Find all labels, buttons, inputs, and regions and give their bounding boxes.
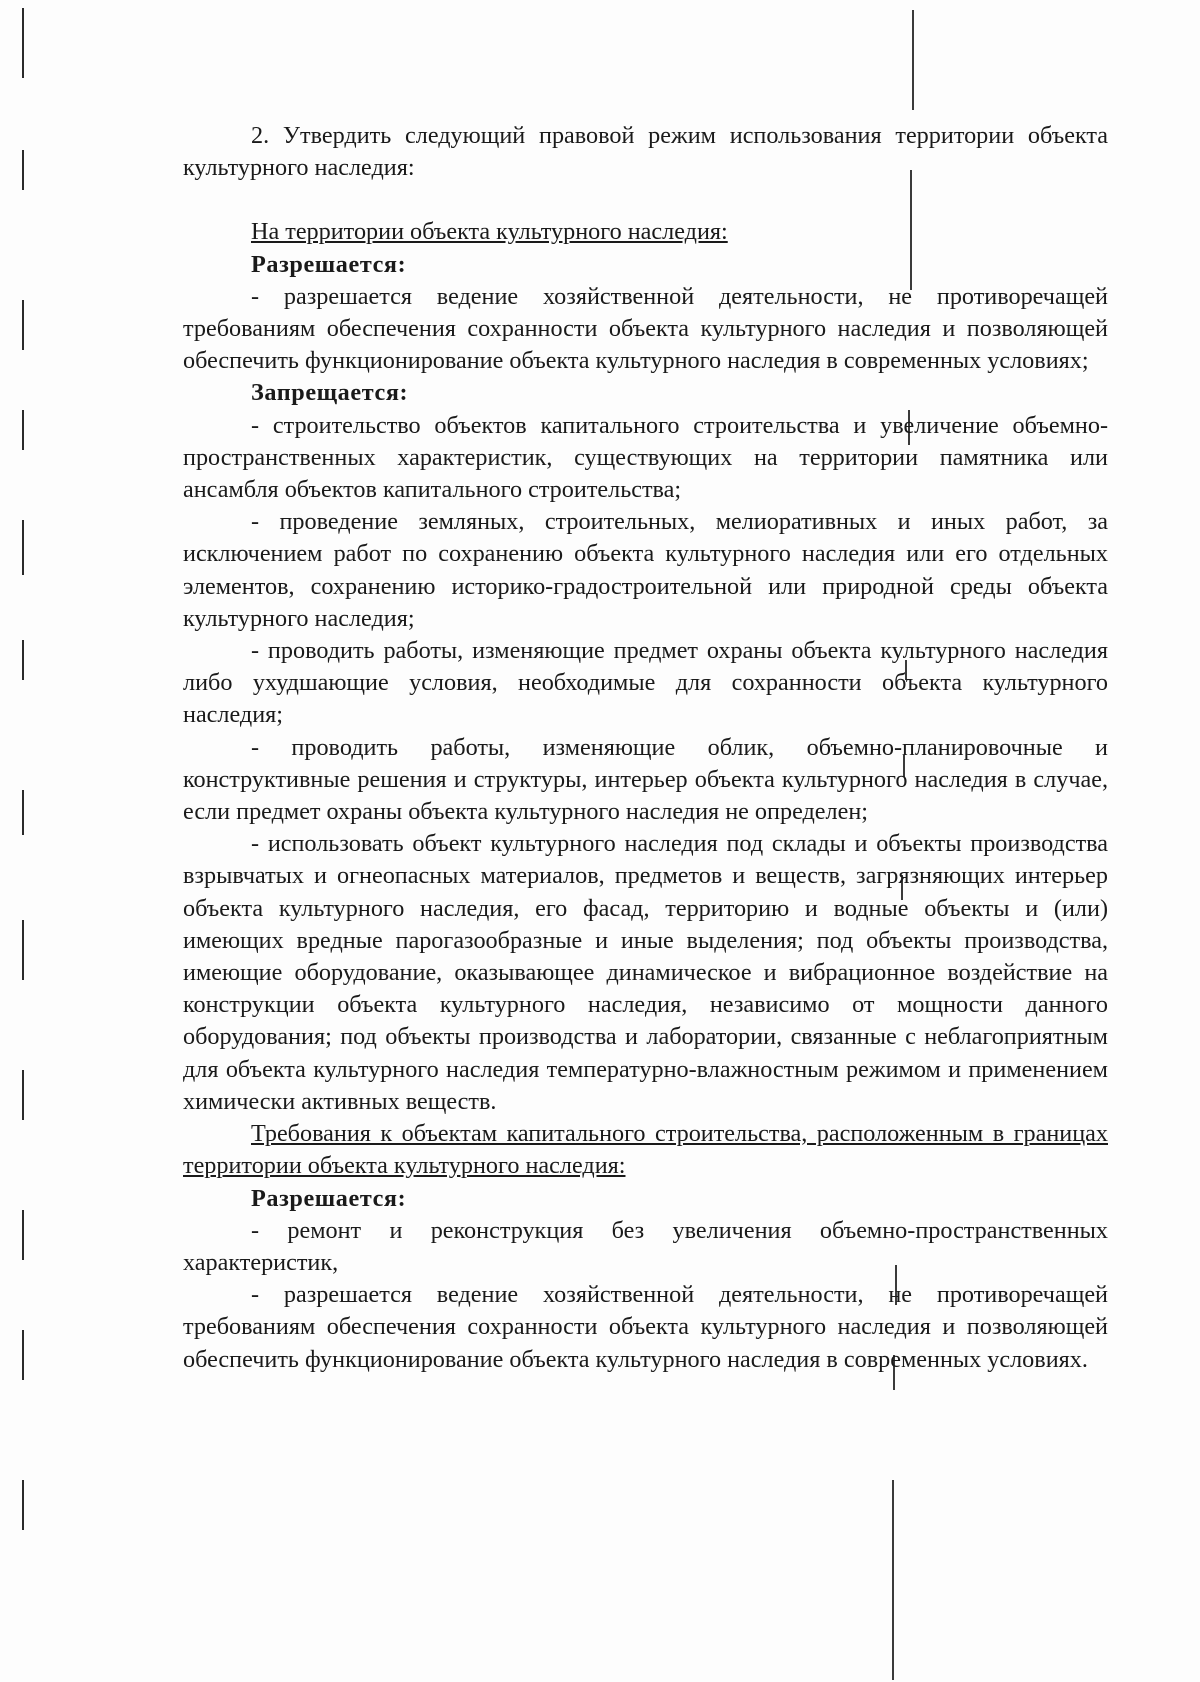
scan-edge-mark [22,410,24,450]
allowed-label: Разрешается: [251,1184,407,1212]
scan-edge-mark [22,790,24,835]
section-heading-territory: На территории объекта культурного наследия: [251,218,728,246]
scan-line [912,10,914,110]
forbidden-item: - проводить работы, изменяющие облик, объемно-планировочные и конструктивные решения и структуры, интерьер объекта культурного наследия в случае, если предмет охраны объекта культурного наследия не определен; [183,733,1108,826]
allowed-label: Разрешается: [251,250,407,278]
forbidden-item: - использовать объект культурного наследия под склады и объекты производства взрывчатых и огнеопасных материалов, предметов и веществ, загрязняющих интерьер объекта культурного наследия, его фасад, территорию и водные объекты и (или) имеющих вредные парогазообразные и иные выделения; под объекты производства, имеющие оборудование, оказывающее динамическое и вибрационное воздействие на конструкции объекта культурного наследия, независимо от мощности данного оборудования; под объекты производства и лаборатории, связанные с неблагоприятным для объекта культурного наследия температурно-влажностным режимом и применением химически активных веществ. [183,830,1108,1115]
section-heading-requirements: Требования к объектам капитального строительства, расположенным в границах территории объекта культурного наследия: [183,1120,1108,1180]
blank-line [183,184,1108,216]
scan-edge-mark [22,1480,24,1530]
allowed-item: - ремонт и реконструкция без увеличения объемно-пространственных характеристик, [183,1216,1108,1276]
forbidden-item: - строительство объектов капитального строительства и увеличение объемно-пространственных характеристик, существующих на территории памятника или ансамбля объектов капитального строительства; [183,411,1108,504]
forbidden-item: - проведение земляных, строительных, мелиоративных и иных работ, за исключением работ по сохранению объекта культурного наследия или его отдельных элементов, сохранению историко-градостроительной или природной среды объекта культурного наследия; [183,508,1108,632]
scan-edge-mark [22,1330,24,1380]
scan-edge-mark [22,1210,24,1260]
scan-edge-mark [22,920,24,980]
scan-edge-mark [22,150,24,190]
forbidden-label: Запрещается: [251,379,409,407]
scan-edge-mark [22,300,24,350]
scan-edge-mark [22,640,24,680]
scan-edge-mark [22,520,24,575]
document-body [183,120,1108,1376]
intro-paragraph: 2. Утвердить следующий правовой режим использования территории объекта культурного наследия: [183,122,1108,182]
scan-edge-mark [22,8,24,78]
forbidden-item: - проводить работы, изменяющие предмет охраны объекта культурного наследия либо ухудшающие условия, необходимые для сохранности объекта культурного наследия; [183,637,1108,729]
allowed-item: - разрешается ведение хозяйственной деятельности, не противоречащей требованиям обеспечения сохранности объекта культурного наследия и позволяющей обеспечить функционирование объекта культурного наследия в современных условиях. [183,1281,1108,1373]
scan-edge-mark [22,1070,24,1120]
scan-line [892,1480,894,1680]
allowed-item: - разрешается ведение хозяйственной деятельности, не противоречащей требованиям обеспечения сохранности объекта культурного наследия и позволяющей обеспечить функционирование объекта культурного наследия в современных условиях; [183,282,1108,375]
